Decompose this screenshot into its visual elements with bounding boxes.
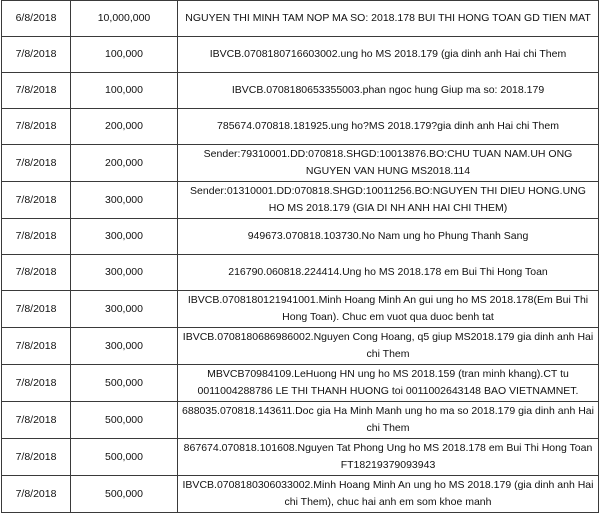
date-cell: 7/8/2018 (2, 255, 71, 291)
amount-cell: 500,000 (71, 365, 178, 402)
amount-cell: 300,000 (71, 182, 178, 219)
amount-cell: 500,000 (71, 476, 178, 513)
table-row (2, 219, 599, 255)
date-cell: 6/8/2018 (2, 1, 71, 37)
table-row (2, 365, 599, 402)
table-row (2, 328, 599, 365)
table-row (2, 402, 599, 439)
date-cell: 7/8/2018 (2, 402, 71, 439)
table-row (2, 291, 599, 328)
table-row (2, 439, 599, 476)
description-cell: 785674.070818.181925.ung ho?MS 2018.179?gia dinh anh Hai chi Them (178, 109, 599, 145)
description-cell: IBVCB.0708180653355003.phan ngoc hung Giup ma so: 2018.179 (178, 73, 599, 109)
table-row (2, 109, 599, 145)
table-row (2, 37, 599, 73)
amount-cell: 200,000 (71, 109, 178, 145)
date-cell: 7/8/2018 (2, 182, 71, 219)
amount-cell: 300,000 (71, 219, 178, 255)
amount-cell: 300,000 (71, 255, 178, 291)
donation-table (1, 0, 599, 513)
date-cell: 7/8/2018 (2, 291, 71, 328)
amount-cell: 100,000 (71, 37, 178, 73)
table-row (2, 476, 599, 513)
amount-cell: 100,000 (71, 73, 178, 109)
description-cell: IBVCB.0708180121941001.Minh Hoang Minh An gui ung ho MS 2018.178(Em Bui Thi Hong Toan). Chuc em vuot qua duoc benh tat (178, 291, 599, 328)
description-cell: IBVCB.0708180306033002.Minh Hoang Minh An ung ho MS 2018.179 (gia dinh anh Hai chi Them), chuc hai anh em som khoe manh (178, 476, 599, 513)
table-row (2, 145, 599, 182)
amount-cell: 200,000 (71, 145, 178, 182)
amount-cell: 10,000,000 (71, 1, 178, 37)
description-cell: Sender:01310001.DD:070818.SHGD:10011256.BO:NGUYEN THI DIEU HONG.UNG HO MS 2018.179 (GIA DI NH ANH HAI CHI THEM) (178, 182, 599, 219)
description-cell: NGUYEN THI MINH TAM NOP MA SO: 2018.178 BUI THI HONG TOAN GD TIEN MAT (178, 1, 599, 37)
amount-cell: 300,000 (71, 291, 178, 328)
date-cell: 7/8/2018 (2, 476, 71, 513)
amount-cell: 300,000 (71, 328, 178, 365)
table-row (2, 182, 599, 219)
description-cell: 688035.070818.143611.Doc gia Ha Minh Manh ung ho ma so 2018.179 gia dinh anh Hai chi Them (178, 402, 599, 439)
description-cell: MBVCB70984109.LeHuong HN ung ho MS 2018.159 (tran minh khang).CT tu 0011004288786 LE THI THANH HUONG toi 0011002643148 BAO VIETNAMNET. (178, 365, 599, 402)
date-cell: 7/8/2018 (2, 328, 71, 365)
date-cell: 7/8/2018 (2, 439, 71, 476)
table-row (2, 255, 599, 291)
table-row (2, 1, 599, 37)
date-cell: 7/8/2018 (2, 73, 71, 109)
date-cell: 7/8/2018 (2, 37, 71, 73)
date-cell: 7/8/2018 (2, 365, 71, 402)
amount-cell: 500,000 (71, 439, 178, 476)
description-cell: Sender:79310001.DD:070818.SHGD:10013876.BO:CHU TUAN NAM.UH ONG NGUYEN VAN HUNG MS2018.114 (178, 145, 599, 182)
table-row (2, 73, 599, 109)
description-cell: IBVCB.0708180686986002.Nguyen Cong Hoang, q5 giup MS2018.179 gia dinh anh Hai chi Them (178, 328, 599, 365)
date-cell: 7/8/2018 (2, 219, 71, 255)
description-cell: IBVCB.0708180716603002.ung ho MS 2018.179 (gia dinh anh Hai chi Them (178, 37, 599, 73)
description-cell: 216790.060818.224414.Ung ho MS 2018.178 em Bui Thi Hong Toan (178, 255, 599, 291)
date-cell: 7/8/2018 (2, 109, 71, 145)
description-cell: 949673.070818.103730.No Nam ung ho Phung Thanh Sang (178, 219, 599, 255)
description-cell: 867674.070818.101608.Nguyen Tat Phong Ung ho MS 2018.178 em Bui Thi Hong Toan FT18219379093943 (178, 439, 599, 476)
amount-cell: 500,000 (71, 402, 178, 439)
date-cell: 7/8/2018 (2, 145, 71, 182)
